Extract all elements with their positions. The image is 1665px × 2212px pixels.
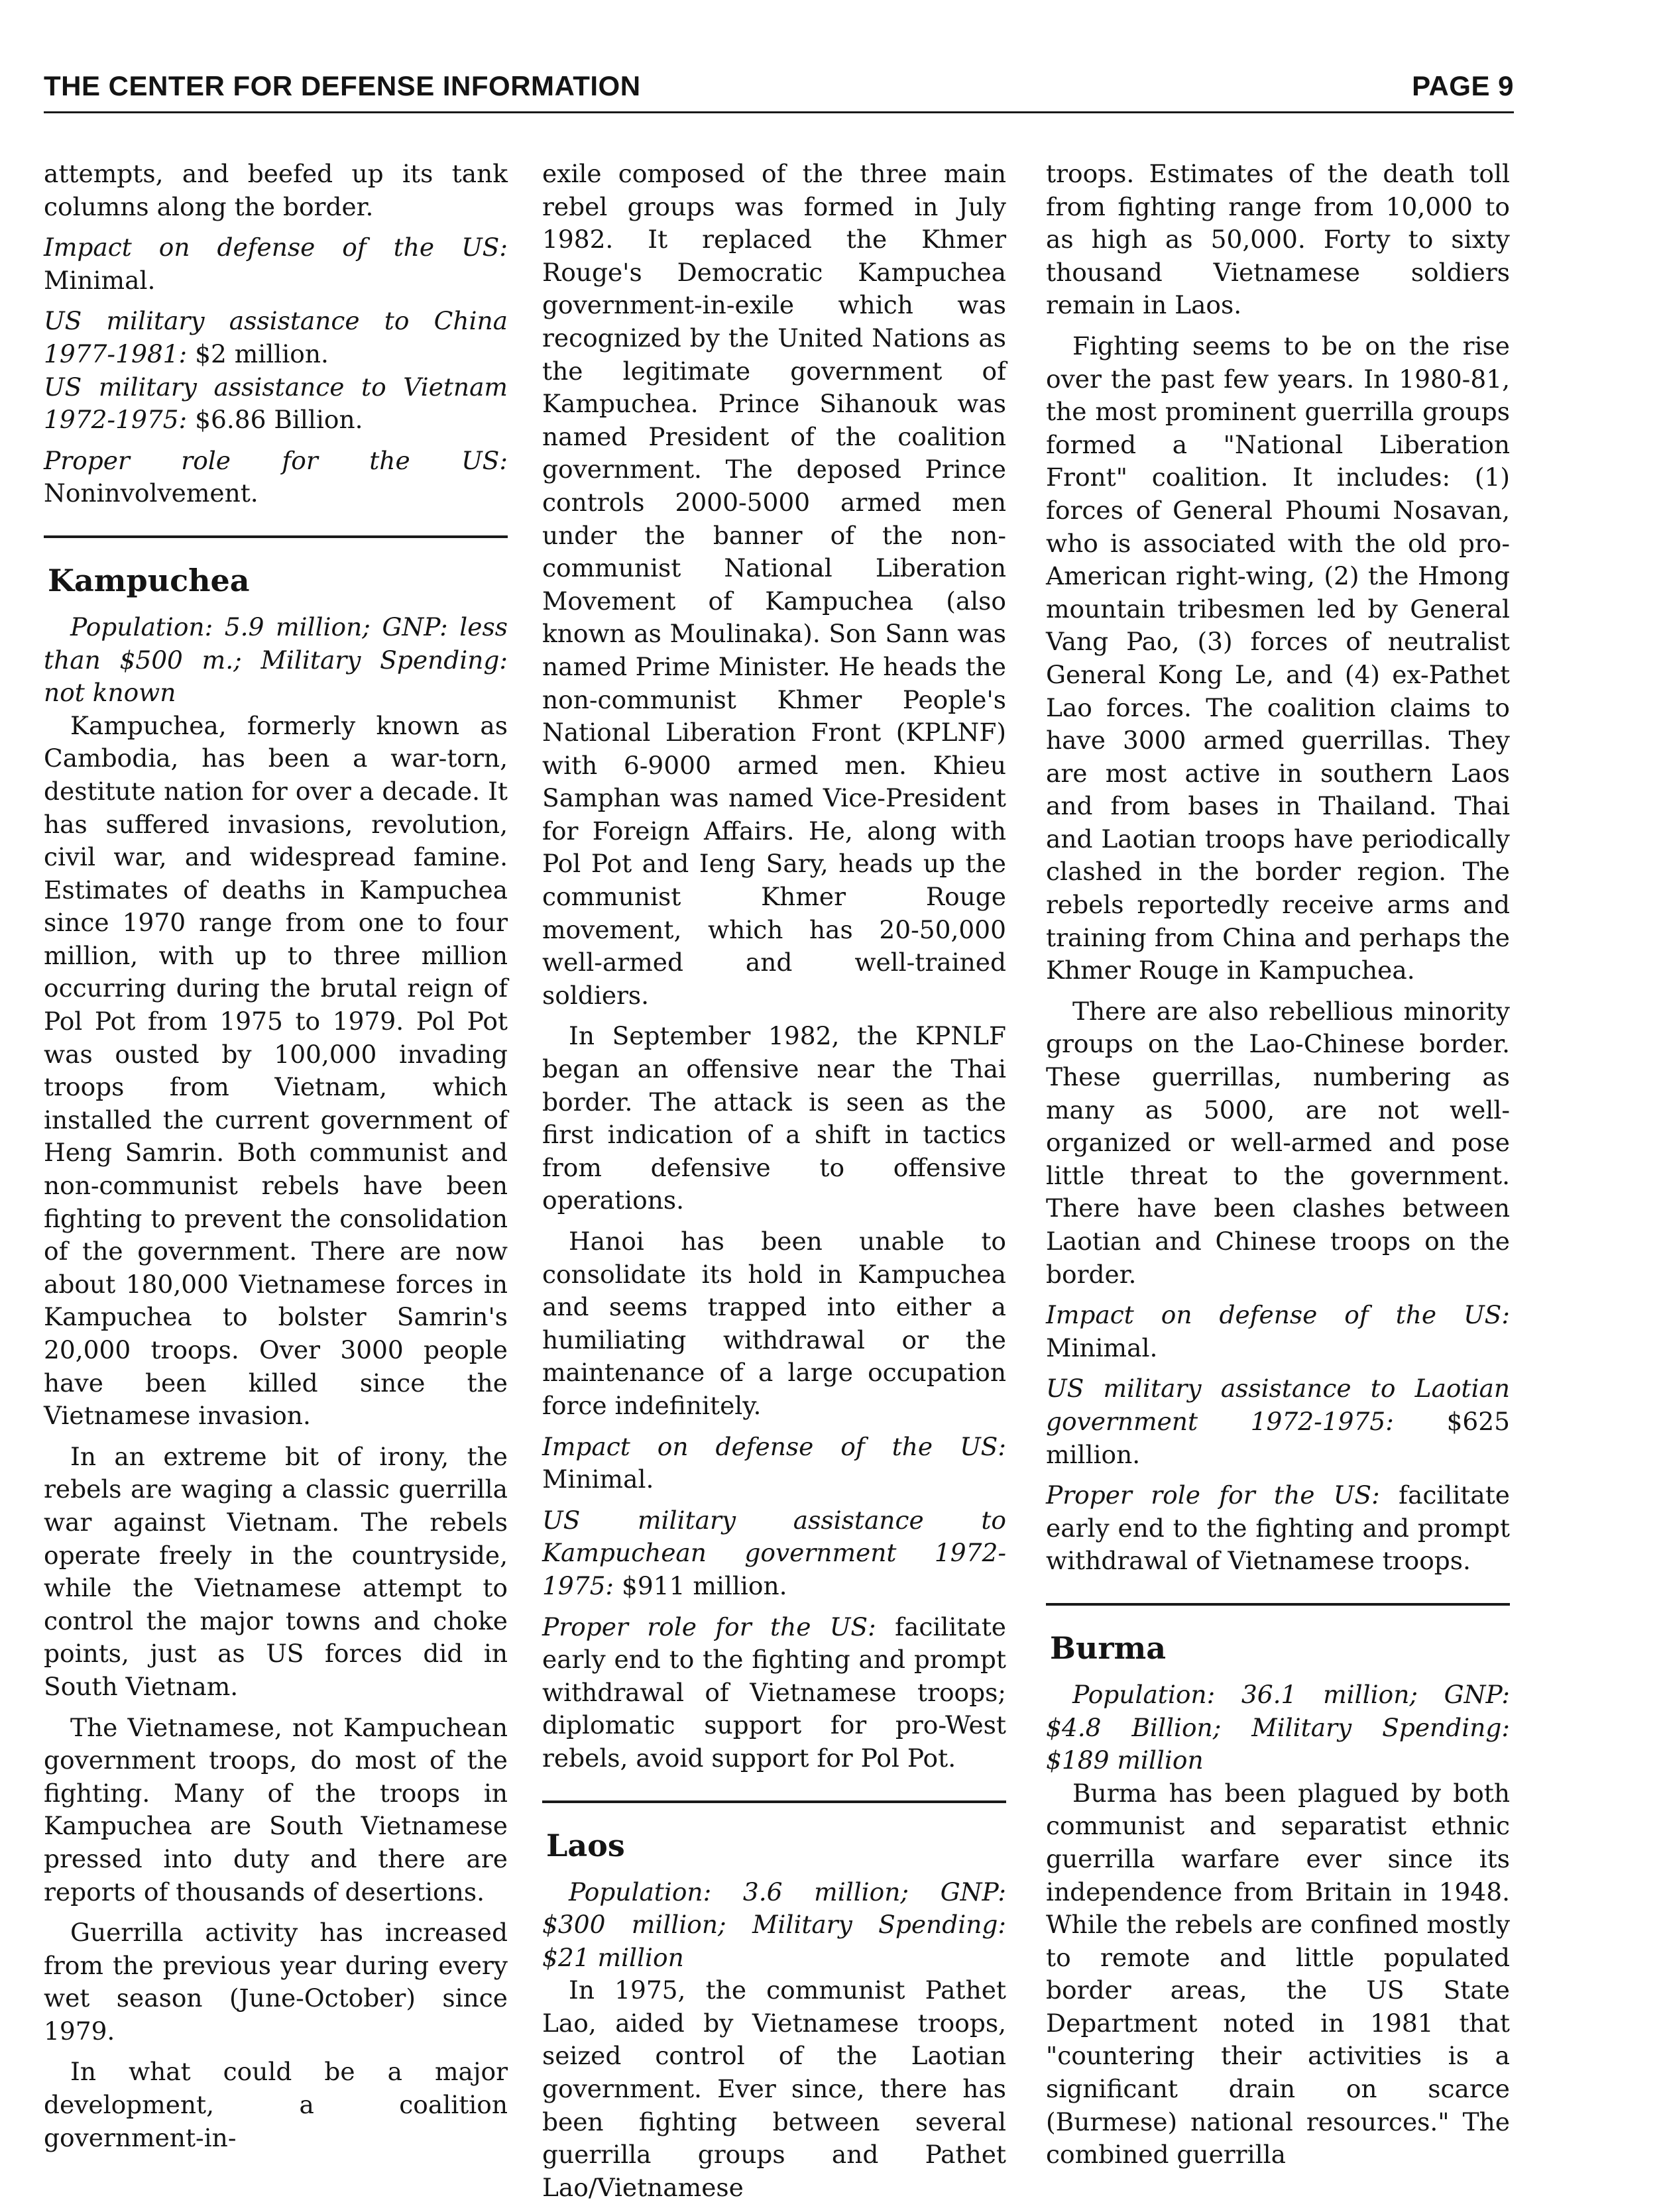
section-heading-laos: Laos [546,1827,625,1863]
aid-statement [1046,1372,1510,1471]
paragraph: In what could be a major development, a coalition government-in- [44,2057,508,2152]
paragraph: troops. Estimates of the death toll from fighting range from 10,000 to as high as 50,000. Forty to sixty thousand Vietnamese soldiers remain in Laos. [1046,159,1510,320]
role-value: facilitate early end to the fighting and prompt withdrawal of Vietnamese troops. [1046,1480,1511,1576]
aid-value: $625 million. [1046,1406,1510,1469]
page-number: PAGE 9 [1412,70,1514,101]
impact-statement [44,231,508,297]
aid-vietnam-statement [44,371,508,437]
impact-label: Impact on defense of the US: [44,233,508,262]
aid-china-label: US military assistance to China 1977-1981: [44,306,508,368]
section-heading-burma: Burma [1050,1630,1167,1666]
impact-statement [542,1431,1006,1496]
role-statement [44,445,508,510]
section-divider [542,1800,1006,1803]
aid-vietnam-value: $6.86 Billion. [195,405,363,435]
paragraph: Burma has been plagued by both communist and separatist ethnic guerrilla warfare ever since its independence from Britain in 1948. While the rebels are confined mostly to remote and little populated border areas, the US State Department noted in 1981 that "countering their activities is a significant drain on scarce (Burmese) national resources." The combined guerrilla [1046,1778,1510,2170]
impact-label: Impact on defense of the US: [1046,1300,1510,1330]
aid-label: US military assistance to Kampuchean government 1972-1975: [542,1505,1006,1600]
paragraph: Fighting seems to be on the rise over the past few years. In 1980-81, the most prominent guerrilla groups formed a "National Liberation Front" coalition. It includes: (1) forces of General Phoumi Nosavan, who is associated with the old pro-American right-wing, (2) the Hmong mountain tribesmen led by General Vang Pao, (3) forces of neutralist General Kong Le, and (4) ex-Pathet Lao forces. The coalition claims to have 3000 armed guerrillas. They are most active in southern Laos and from bases in Thailand. Thai and Laotian troops have periodically clashed in the border region. The rebels reportedly receive arms and training from China and perhaps the Khmer Rouge in Kampuchea. [1046,331,1510,985]
role-statement [1046,1479,1510,1578]
role-label: Proper role for the US: [44,445,508,475]
aid-china-statement [44,305,508,370]
paragraph: Kampuchea, formerly known as Cambodia, has been a war-torn, destitute nation for over a decade. It has suffered invasions, revolution, civil war, and widespread famine. Estimates of deaths in Kampuchea since 1970 range from one to four million, with up to three million occurring during the brutal reign of Pol Pot from 1975 to 1979. Pol Pot was ousted by 100,000 invading troops from Vietnam, which installed the current government of Heng Samrin. Both communist and non-communist rebels have been fighting to prevent the consolidation of the government. There are now about 180,000 Vietnamese forces in Kampuchea to bolster Samrin's 20,000 troops. Over 3000 people have been killed since the Vietnamese invasion. [44,710,508,1431]
impact-statement [1046,1299,1510,1364]
column-3 [1046,158,1510,2180]
paragraph: attempts, and beefed up its tank columns along the border. [44,159,508,221]
column-1 [44,158,508,2162]
paragraph: There are also rebellious minority groups on the Lao-Chinese border. These guerrillas, numbering as many as 5000, are not well-organized or well-armed and pose little threat to the government. There have been clashes between Laotian and Chinese troops on the border. [1046,996,1510,1289]
publication-name: THE CENTER FOR DEFENSE INFORMATION [44,70,641,101]
role-statement [542,1611,1006,1775]
role-value: Noninvolvement. [44,478,258,508]
paragraph: In September 1982, the KPNLF began an offensive near the Thai border. The attack is seen as the first indication of a shift in tactics from defensive to offensive operations. [542,1021,1006,1215]
impact-value: Minimal. [44,265,156,295]
aid-china-value: $2 million. [195,339,329,368]
column-2 [542,158,1006,2212]
role-label: Proper role for the US: [542,1612,876,1641]
aid-vietnam-label: US military assistance to Vietnam 1972-1975: [44,372,508,435]
section-divider [1046,1603,1510,1606]
aid-value: $911 million. [622,1571,787,1600]
section-divider [44,535,508,538]
role-value: facilitate early end to the fighting and prompt withdrawal of Vietnamese troops; diplomatic support for pro-West rebels, avoid support for Pol Pot. [542,1612,1007,1773]
aid-statement [542,1504,1006,1603]
impact-label: Impact on defense of the US: [542,1431,1006,1461]
aid-label: US military assistance to Laotian government 1972-1975: [1046,1374,1510,1436]
impact-value: Minimal. [1046,1333,1158,1362]
page-header [44,64,1514,113]
section-heading-kampuchea: Kampuchea [48,562,250,598]
role-label: Proper role for the US: [1046,1480,1380,1510]
paragraph: In an extreme bit of irony, the rebels are waging a classic guerrilla war against Vietnam. The rebels operate freely in the countryside, while the Vietnamese attempt to control the major towns and choke points, just as US forces did in South Vietnam. [44,1441,508,1701]
paragraph: Guerrilla activity has increased from the previous year during every wet season (June-October) since 1979. [44,1918,508,2046]
paragraph: Hanoi has been unable to consolidate its hold in Kampuchea and seems trapped into either a humiliating withdrawal or the maintenance of a large occupation force indefinitely. [542,1227,1006,1420]
paragraph: The Vietnamese, not Kampuchean government troops, do most of the fighting. Many of the troops in Kampuchea are South Vietnamese pressed into duty and there are reports of thousands of desertions. [44,1712,508,1907]
paragraph: In 1975, the communist Pathet Lao, aided by Vietnamese troops, seized control of the Laotian government. Ever since, there has been fighting between several guerrilla groups and Pathet Lao/Vietnamese [542,1975,1006,2202]
population-stats: Population: 3.6 million; GNP: $300 million; Military Spending: $21 million [542,1877,1006,1972]
population-stats: Population: 5.9 million; GNP: less than $500 m.; Military Spending: not known [44,612,508,708]
paragraph: exile composed of the three main rebel groups was formed in July 1982. It replaced the Khmer Rouge's Democratic Kampuchea government-in-exile which was recognized by the United Nations as the legitimate government of Kampuchea. Prince Sihanouk was named President of the coalition government. The deposed Prince controls 2000-5000 armed men under the banner of the non-communist National Liberation Movement of Kampuchea (also known as Moulinaka). Son Sann was named Prime Minister. He heads the non-communist Khmer People's National Liberation Front (KPLNF) with 6-9000 armed men. Khieu Samphan was named Vice-President for Foreign Affairs. He, along with Pol Pot and Ieng Sary, heads up the communist Khmer Rouge movement, which has 20-50,000 well-armed and well-trained soldiers. [542,159,1006,1010]
impact-value: Minimal. [542,1465,654,1494]
population-stats: Population: 36.1 million; GNP: $4.8 Billion; Military Spending: $189 million [1046,1679,1510,1775]
